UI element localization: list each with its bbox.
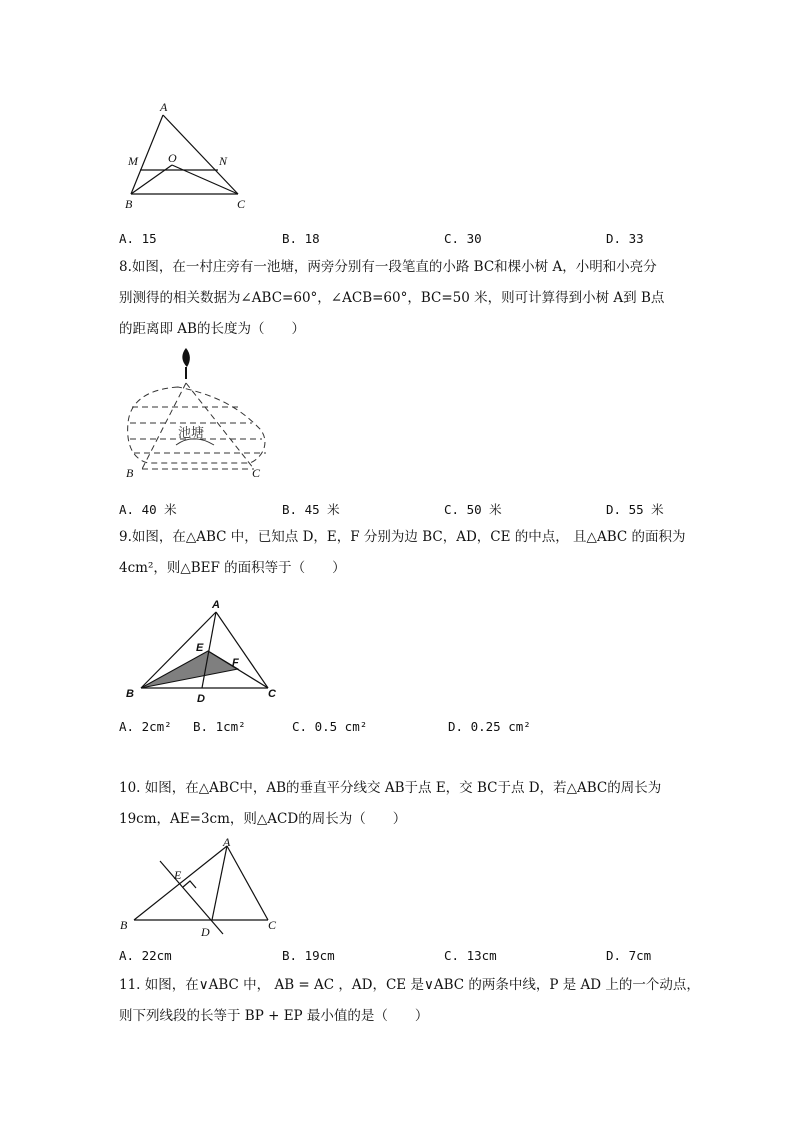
q8-label-b: B (126, 466, 134, 480)
q9-option-b: B. 1cm² (193, 719, 246, 734)
q9-option-c: C. 0.5 cm² (292, 719, 368, 734)
q9-text-line-2: 4cm²，则△BEF 的面积等于（ ） (119, 560, 346, 576)
q10-label-e: E (174, 868, 182, 882)
q7-triangle-figure (120, 98, 260, 216)
q9-label-e: E (196, 642, 204, 654)
q11-text-line-1: 11. 如图，在∨ABC 中， AB = AC ，AD，CE 是∨ABC 的两条中线，P 是 AD 上的一个动点， (119, 977, 700, 993)
q9-label-d: D (197, 693, 205, 705)
tree-icon (182, 348, 190, 379)
q8-label-c: C (252, 466, 261, 480)
q10-label-b: B (120, 918, 128, 932)
q8-text-line-2: 别测得的相关数据为∠ABC=60°，∠ACB=60°，BC=50 米，则可计算得到小树 A到 B点 (119, 290, 665, 306)
q10-option-a: A. 22cm (119, 948, 172, 963)
q10-text-line-2: 19cm，AE=3cm，则△ACD的周长为（ ） (119, 811, 407, 827)
q7-option-a: A. 15 (119, 231, 157, 246)
q10-label-a: A (223, 835, 231, 849)
q7-option-d: D. 33 (606, 231, 644, 246)
q7-label-a: A (160, 100, 168, 114)
q10-option-c: C. 13cm (444, 948, 497, 963)
q8-text-line-3: 的距离即 AB的长度为（ ） (119, 321, 305, 337)
q10-text-line-1: 10. 如图，在△ABC中，AB的垂直平分线交 AB于点 E，交 BC于点 D，若△ABC的周长为 (119, 780, 662, 796)
q7-label-o: O (168, 151, 177, 165)
q9-label-b: B (126, 688, 134, 700)
q9-option-a: A. 2cm² (119, 719, 172, 734)
q10-triangle-figure (120, 834, 290, 942)
q8-pond-label: 池塘 (178, 426, 205, 441)
q9-label-c: C (268, 688, 276, 700)
q7-label-n: N (219, 154, 228, 168)
q7-option-b: B. 18 (282, 231, 320, 246)
q9-label-f: F (232, 657, 239, 669)
q10-option-b: B. 19cm (282, 948, 335, 963)
q8-option-b: B. 45 米 (282, 502, 340, 517)
q7-label-b: B (125, 197, 133, 211)
q7-label-m: M (128, 154, 138, 168)
q8-pond-figure (118, 345, 278, 485)
q9-text-line-1: 9.如图，在△ABC 中，已知点 D，E，F 分别为边 BC，AD，CE 的中点， 且△ABC 的面积为 (119, 529, 686, 545)
q8-option-a: A. 40 米 (119, 502, 177, 517)
q10-label-c: C (268, 918, 277, 932)
q10-label-d: D (201, 925, 210, 939)
q7-option-c: C. 30 (444, 231, 482, 246)
q10-option-d: D. 7cm (606, 948, 652, 963)
q9-label-a: A (212, 599, 220, 611)
q11-text-line-2: 则下列线段的长等于 BP + EP 最小值的是（ ） (119, 1008, 429, 1024)
q9-option-d: D. 0.25 cm² (448, 719, 531, 734)
q7-label-c: C (237, 197, 246, 211)
q8-text-line-1: 8.如图，在一村庄旁有一池塘，两旁分别有一段笔直的小路 BC和棵小树 A，小明和小亮分 (119, 259, 657, 275)
q9-triangle-figure (120, 596, 290, 708)
q8-option-c: C. 50 米 (444, 502, 502, 517)
q8-option-d: D. 55 米 (606, 502, 664, 517)
